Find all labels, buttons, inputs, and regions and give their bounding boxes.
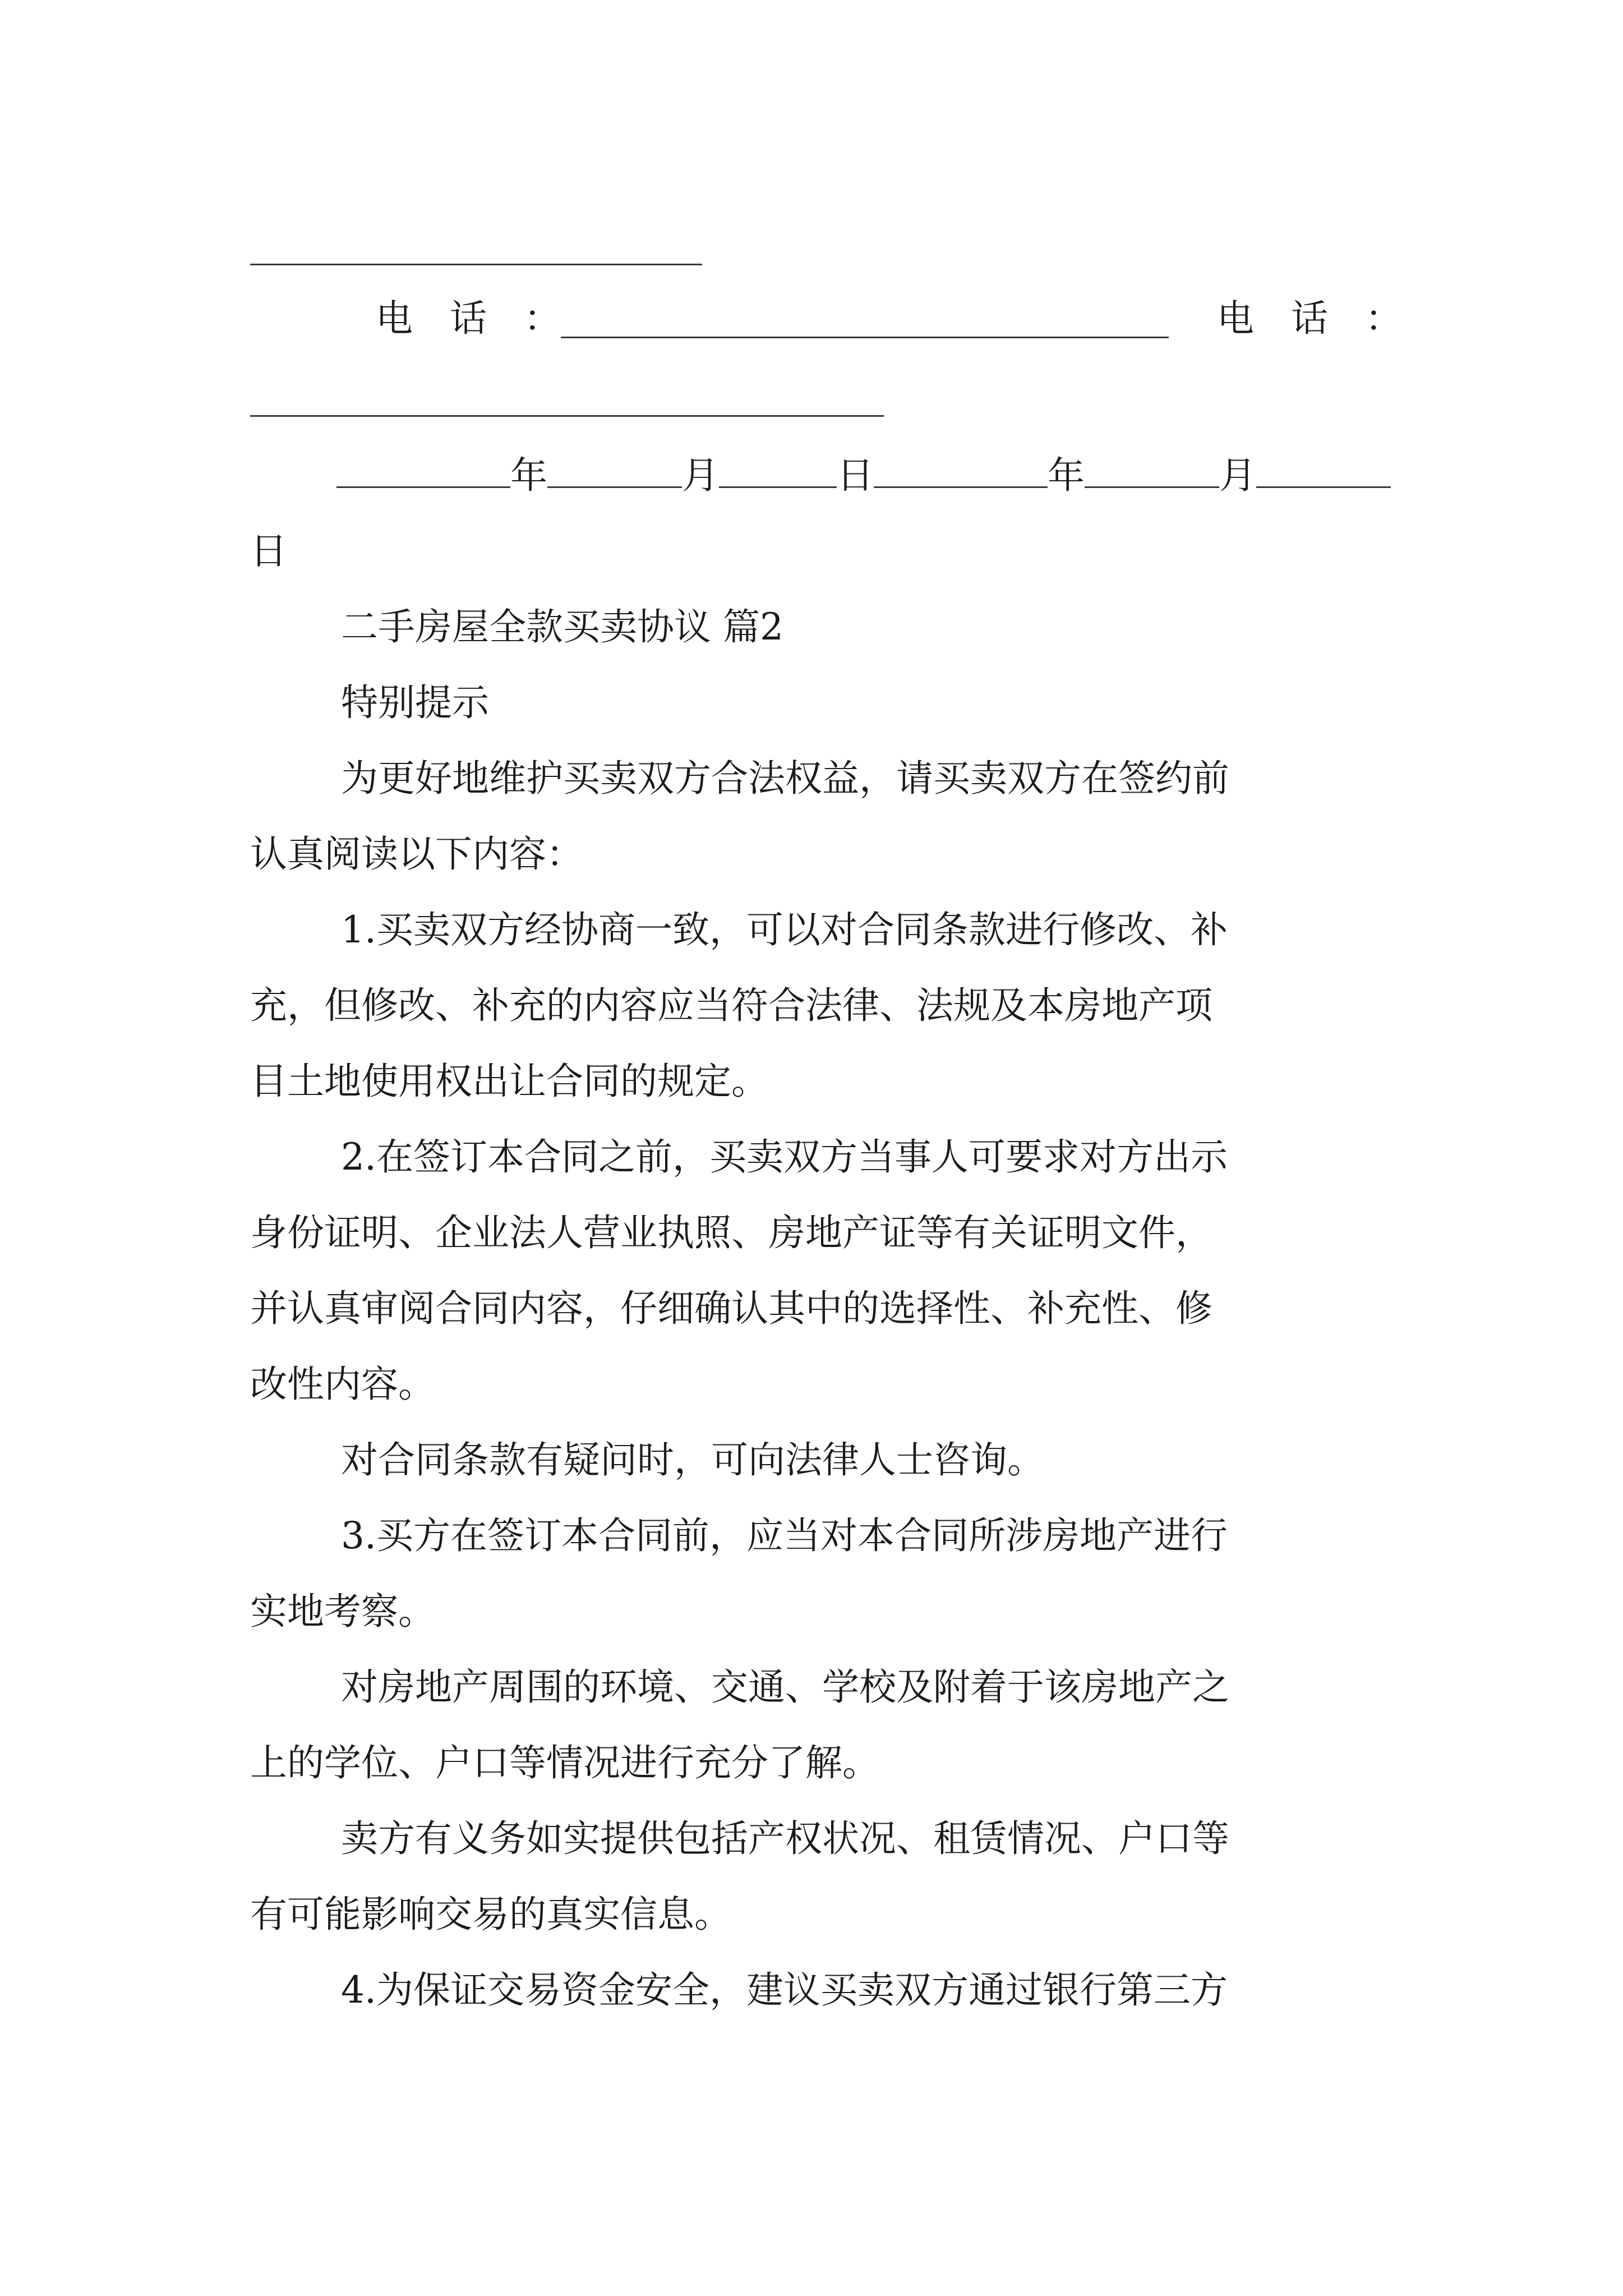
notice-heading: 特别提示 <box>341 681 489 724</box>
date-blank-month-b <box>1085 454 1219 488</box>
body-line: 对房地产周围的环境、交通、学校及附着于该房地产之 <box>341 1665 1229 1709</box>
body-line: 上的学位、户口等情况进行充分了解。 <box>250 1741 879 1784</box>
phone-label-party-a: 电 话 ： <box>376 297 561 340</box>
date-unit-month-a: 月 <box>682 454 719 497</box>
body-line: 认真阅读以下内容： <box>250 832 583 876</box>
date-unit-day-b: 日 <box>250 530 287 573</box>
date-blank-year-a <box>336 454 510 488</box>
body-line: 有可能影响交易的真实信息。 <box>250 1893 731 1936</box>
body-line: 实地考察。 <box>250 1590 435 1633</box>
body-line: 为更好地维护买卖双方合法权益，请买卖双方在签约前 <box>341 757 1229 800</box>
date-blank-day-b <box>1256 454 1391 488</box>
body-line: 3.买方在签订本合同前，应当对本合同所涉房地产进行 <box>341 1514 1228 1557</box>
phone-blank-party-b <box>250 415 884 417</box>
body-line: 并认真审阅合同内容，仔细确认其中的选择性、补充性、修 <box>250 1287 1212 1330</box>
date-blank-month-a <box>547 454 682 488</box>
body-line: 2.在签订本合同之前，买卖双方当事人可要求对方出示 <box>341 1135 1228 1179</box>
section-title: 二手房屋全款买卖协议 篇2 <box>341 605 783 648</box>
date-blank-day-a <box>719 454 837 488</box>
signature-blank-line-top <box>250 264 702 265</box>
date-unit-year-a: 年 <box>510 454 547 497</box>
body-line: 目土地使用权出让合同的规定。 <box>250 1060 768 1103</box>
body-line: 卖方有义务如实提供包括产权状况、租赁情况、户口等 <box>341 1817 1229 1860</box>
phone-label-party-b: 电 话 ： <box>1217 297 1402 340</box>
body-line: 身份证明、企业法人营业执照、房地产证等有关证明文件， <box>250 1211 1212 1254</box>
date-row <box>336 449 1391 503</box>
body-line: 充，但修改、补充的内容应当符合法律、法规及本房地产项 <box>250 984 1212 1027</box>
phone-blank-party-a <box>561 337 1169 338</box>
body-line: 对合同条款有疑问时，可向法律人士咨询。 <box>341 1438 1044 1481</box>
date-unit-month-b: 月 <box>1219 454 1256 497</box>
body-line: 4.为保证交易资金安全，建议买卖双方通过银行第三方 <box>341 1968 1228 2012</box>
body-line: 改性内容。 <box>250 1363 435 1406</box>
date-blank-year-b <box>874 454 1048 488</box>
body-line: 1.买卖双方经协商一致，可以对合同条款进行修改、补 <box>341 908 1228 951</box>
date-unit-year-b: 年 <box>1048 454 1085 497</box>
date-unit-day-a: 日 <box>837 454 874 497</box>
